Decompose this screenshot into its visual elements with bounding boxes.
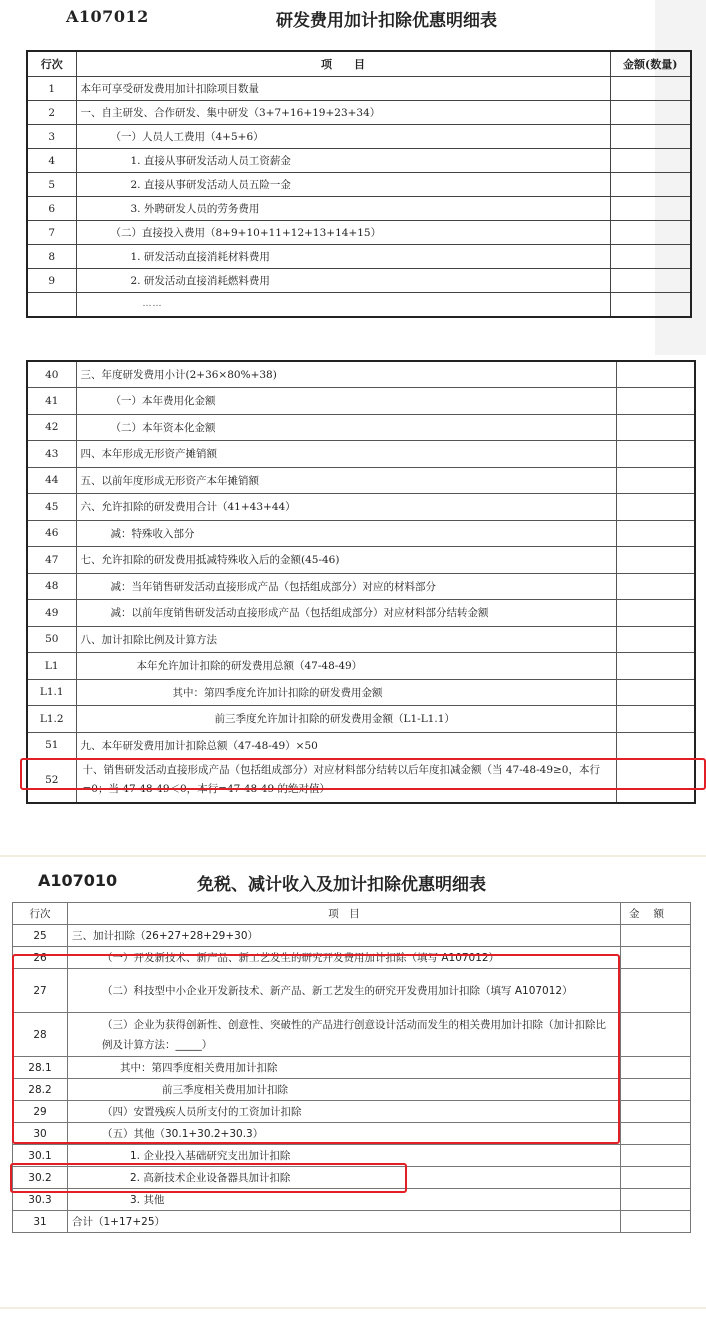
- row-item: （二）科技型中小企业开发新技术、新产品、新工艺发生的研究开发费用加计扣除（填写 A107012）: [68, 969, 621, 1013]
- table-row: [27, 653, 695, 680]
- header-no: 行次: [27, 51, 76, 77]
- amount-cell[interactable]: [621, 947, 691, 969]
- amount-cell[interactable]: [610, 125, 691, 149]
- row-item: 1. 直接从事研发活动人员工资薪金: [76, 149, 610, 173]
- row-no: 28.2: [13, 1079, 68, 1101]
- table-row: [27, 600, 695, 627]
- table-row: [13, 1101, 691, 1123]
- row-no: 31: [13, 1211, 68, 1233]
- amount-cell[interactable]: [621, 969, 691, 1013]
- row-item: 九、本年研发费用加计扣除总额（47-48-49）×50: [76, 732, 616, 759]
- row-item: （一）开发新技术、新产品、新工艺发生的研究开发费用加计扣除（填写 A107012）: [68, 947, 621, 969]
- amount-cell[interactable]: [621, 1013, 691, 1057]
- row-no: 48: [27, 573, 76, 600]
- row-item: （一）本年费用化金额: [76, 388, 616, 415]
- table-row: [13, 1145, 691, 1167]
- row-item: 一、自主研发、合作研发、集中研发（3+7+16+19+23+34）: [76, 101, 610, 125]
- table-row: [13, 1057, 691, 1079]
- table-row: [13, 947, 691, 969]
- table-row: [27, 245, 691, 269]
- amount-cell[interactable]: [616, 600, 695, 627]
- row-item: （二）本年资本化金额: [76, 414, 616, 441]
- table-row: [27, 573, 695, 600]
- table-header-row: [27, 51, 691, 77]
- row-no: 52: [27, 759, 76, 803]
- row-no: 29: [13, 1101, 68, 1123]
- row-no: 42: [27, 414, 76, 441]
- table-row: [27, 293, 691, 317]
- amount-cell[interactable]: [616, 653, 695, 680]
- row-item: 其中：第四季度允许加计扣除的研发费用金额: [76, 679, 616, 706]
- row-no: 9: [27, 269, 76, 293]
- table-row: [27, 388, 695, 415]
- header-no: 行次: [13, 903, 68, 925]
- row-item: 其中：第四季度相关费用加计扣除: [68, 1057, 621, 1079]
- table-row: [13, 1211, 691, 1233]
- row-item: 四、本年形成无形资产摊销额: [76, 441, 616, 468]
- header-item: 项 目: [76, 51, 610, 77]
- table-row: [27, 125, 691, 149]
- table-row: [27, 149, 691, 173]
- row-item: 三、加计扣除（26+27+28+29+30）: [68, 925, 621, 947]
- table-row: [13, 1167, 691, 1189]
- form2-code: A107010: [38, 871, 118, 890]
- row-no: 6: [27, 197, 76, 221]
- row-no: 44: [27, 467, 76, 494]
- amount-cell[interactable]: [610, 269, 691, 293]
- row-no: 2: [27, 101, 76, 125]
- amount-cell[interactable]: [610, 245, 691, 269]
- row-item: （五）其他（30.1+30.2+30.3）: [68, 1123, 621, 1145]
- row-no: 30: [13, 1123, 68, 1145]
- amount-cell[interactable]: [616, 547, 695, 574]
- row-no: 43: [27, 441, 76, 468]
- amount-cell[interactable]: [616, 441, 695, 468]
- table-row: [27, 679, 695, 706]
- amount-cell[interactable]: [616, 520, 695, 547]
- row-item: 三、年度研发费用小计(2+36×80%+38): [76, 361, 616, 388]
- table-header-row: [13, 903, 691, 925]
- row-no: 28.1: [13, 1057, 68, 1079]
- row-no: 41: [27, 388, 76, 415]
- ellipsis-row: ……: [76, 293, 610, 317]
- amount-cell[interactable]: [616, 573, 695, 600]
- form2-title: 免税、减计收入及加计扣除优惠明细表: [197, 875, 486, 895]
- table-row: [13, 969, 691, 1013]
- form1-table-bottom: [26, 360, 696, 804]
- row-no: 27: [13, 969, 68, 1013]
- row-no: L1: [27, 653, 76, 680]
- row-item: 减：当年销售研发活动直接形成产品（包括组成部分）对应的材料部分: [76, 573, 616, 600]
- amount-cell[interactable]: [621, 1079, 691, 1101]
- amount-cell[interactable]: [621, 1189, 691, 1211]
- amount-cell[interactable]: [610, 221, 691, 245]
- table-row: [27, 494, 695, 521]
- table-row: [27, 626, 695, 653]
- section-divider: [0, 855, 706, 857]
- amount-cell[interactable]: [621, 1101, 691, 1123]
- row-item: 2. 研发活动直接消耗燃料费用: [76, 269, 610, 293]
- amount-cell[interactable]: [616, 388, 695, 415]
- amount-cell[interactable]: [616, 759, 695, 803]
- amount-cell[interactable]: [621, 1211, 691, 1233]
- row-no: L1.2: [27, 706, 76, 733]
- table-row: [27, 414, 695, 441]
- row-item: 1. 企业投入基础研究支出加计扣除: [68, 1145, 621, 1167]
- row-item: 3. 外聘研发人员的劳务费用: [76, 197, 610, 221]
- table-row: [13, 1189, 691, 1211]
- row-item: 十、销售研发活动直接形成产品（包括组成部分）对应材料部分结转以后年度扣减金额（当 47-48-49≥0，本行=0；当 47-48-49＜0，本行=47-48-49 的绝对值）: [76, 759, 616, 803]
- row-no: 46: [27, 520, 76, 547]
- row-no: 1: [27, 77, 76, 101]
- amount-cell[interactable]: [610, 173, 691, 197]
- table-row: [27, 173, 691, 197]
- table-row: [13, 925, 691, 947]
- table-row: [13, 1013, 691, 1057]
- section-divider: [0, 1307, 706, 1309]
- form1-title: 研发费用加计扣除优惠明细表: [276, 11, 497, 31]
- amount-cell[interactable]: [621, 1145, 691, 1167]
- row-item: （四）安置残疾人员所支付的工资加计扣除: [68, 1101, 621, 1123]
- amount-cell[interactable]: [616, 361, 695, 388]
- header-item: 项 目: [68, 903, 621, 925]
- amount-cell[interactable]: [616, 679, 695, 706]
- table-row: [27, 269, 691, 293]
- table-row: [27, 547, 695, 574]
- amount-cell[interactable]: [610, 149, 691, 173]
- row-item: （二）直接投入费用（8+9+10+11+12+13+14+15）: [76, 221, 610, 245]
- table-row: [27, 361, 695, 388]
- amount-cell[interactable]: [610, 77, 691, 101]
- row-no: 25: [13, 925, 68, 947]
- row-item: 六、允许扣除的研发费用合计（41+43+44）: [76, 494, 616, 521]
- row-no: L1.1: [27, 679, 76, 706]
- row-no: 30.2: [13, 1167, 68, 1189]
- row-item: 本年可享受研发费用加计扣除项目数量: [76, 77, 610, 101]
- row-no: 49: [27, 600, 76, 627]
- row-no: 4: [27, 149, 76, 173]
- row-no: 5: [27, 173, 76, 197]
- form1-table-top: [26, 50, 692, 318]
- amount-cell[interactable]: [616, 626, 695, 653]
- amount-cell[interactable]: [621, 1057, 691, 1079]
- row-no: 47: [27, 547, 76, 574]
- row-no: [27, 293, 76, 317]
- table-row: [27, 101, 691, 125]
- header-amount: 金额: [621, 903, 691, 925]
- form2-table: [12, 902, 691, 1233]
- amount-cell[interactable]: [610, 293, 691, 317]
- table-row: [27, 221, 691, 245]
- row-item: 2. 直接从事研发活动人员五险一金: [76, 173, 610, 197]
- table-row: [27, 77, 691, 101]
- row-no: 51: [27, 732, 76, 759]
- table-row: [27, 732, 695, 759]
- row-no: 30.1: [13, 1145, 68, 1167]
- row-no: 7: [27, 221, 76, 245]
- row-item: 七、允许扣除的研发费用抵减特殊收入后的金额(45-46): [76, 547, 616, 574]
- row-item: 3. 其他: [68, 1189, 621, 1211]
- table-row: [13, 1123, 691, 1145]
- table-row: [27, 467, 695, 494]
- table-row: [13, 1079, 691, 1101]
- row-no: 40: [27, 361, 76, 388]
- amount-cell[interactable]: [616, 706, 695, 733]
- form1-code: A107012: [66, 7, 149, 26]
- amount-cell[interactable]: [616, 467, 695, 494]
- row-no: 50: [27, 626, 76, 653]
- amount-cell[interactable]: [610, 101, 691, 125]
- row-no: 45: [27, 494, 76, 521]
- row-item: 减：特殊收入部分: [76, 520, 616, 547]
- row-item: 2. 高新技术企业设备器具加计扣除: [68, 1167, 621, 1189]
- row-item: 五、以前年度形成无形资产本年摊销额: [76, 467, 616, 494]
- header-amount: 金额(数量): [610, 51, 691, 77]
- amount-cell[interactable]: [616, 414, 695, 441]
- amount-cell[interactable]: [616, 732, 695, 759]
- row-no: 26: [13, 947, 68, 969]
- amount-cell[interactable]: [610, 197, 691, 221]
- table-row: [27, 759, 695, 803]
- row-item: 前三季度允许加计扣除的研发费用金额（L1-L1.1）: [76, 706, 616, 733]
- row-no: 8: [27, 245, 76, 269]
- table-row: [27, 197, 691, 221]
- amount-cell[interactable]: [621, 925, 691, 947]
- amount-cell[interactable]: [616, 494, 695, 521]
- row-item: （三）企业为获得创新性、创意性、突破性的产品进行创意设计活动而发生的相关费用加计扣除（加计扣除比例及计算方法：_____）: [68, 1013, 621, 1057]
- amount-cell[interactable]: [621, 1123, 691, 1145]
- row-item: 合计（1+17+25）: [68, 1211, 621, 1233]
- table-row: [27, 441, 695, 468]
- row-item: 前三季度相关费用加计扣除: [68, 1079, 621, 1101]
- row-item: 1. 研发活动直接消耗材料费用: [76, 245, 610, 269]
- row-no: 3: [27, 125, 76, 149]
- row-no: 30.3: [13, 1189, 68, 1211]
- row-item: 八、加计扣除比例及计算方法: [76, 626, 616, 653]
- row-item: 减：以前年度销售研发活动直接形成产品（包括组成部分）对应材料部分结转金额: [76, 600, 616, 627]
- amount-cell[interactable]: [621, 1167, 691, 1189]
- table-row: [27, 706, 695, 733]
- row-item: （一）人员人工费用（4+5+6）: [76, 125, 610, 149]
- row-no: 28: [13, 1013, 68, 1057]
- row-item: 本年允许加计扣除的研发费用总额（47-48-49）: [76, 653, 616, 680]
- table-row: [27, 520, 695, 547]
